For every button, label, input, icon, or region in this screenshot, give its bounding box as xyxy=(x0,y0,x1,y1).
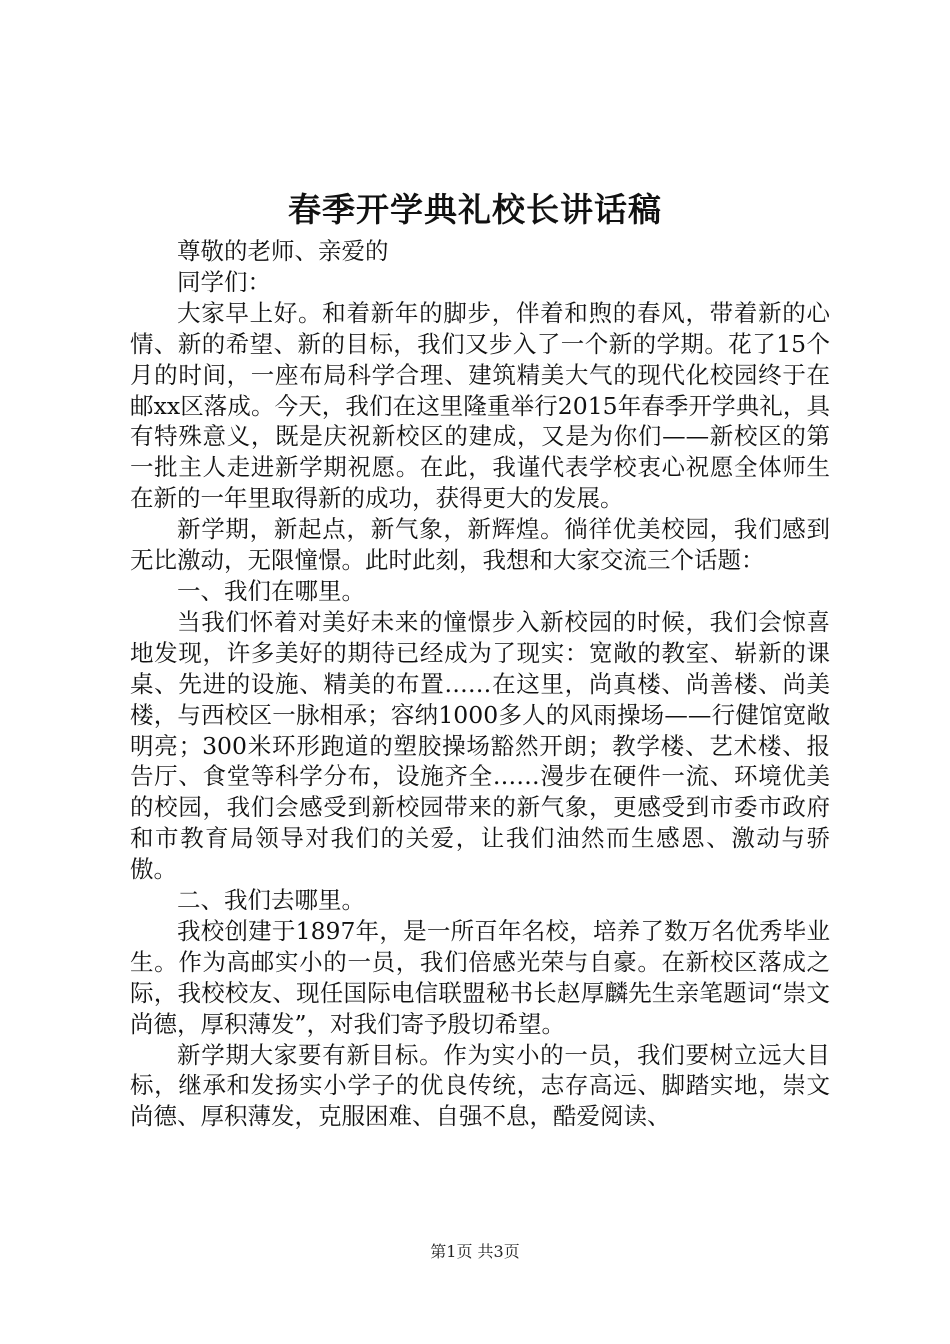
paragraph-new-goals: 新学期大家要有新目标。作为实小的一员，我们要树立远大目标，继承和发扬实小学子的优良传统，志存高远、脚踏实地，崇文尚德、厚积薄发，克服困难、自强不息，酷爱阅读、 xyxy=(130,1040,830,1131)
page-number-footer: 第1页 共3页 xyxy=(430,1242,520,1261)
paragraph-new-term: 新学期，新起点，新气象，新辉煌。徜徉优美校园，我们感到无比激动，无限憧憬。此时此刻，我想和大家交流三个话题： xyxy=(130,515,830,575)
paragraph-greeting: 大家早上好。和着新年的脚步，伴着和煦的春风，带着新的心情、新的希望、新的目标，我们又步入了一个新的学期。花了15个月的时间，一座布局科学合理、建筑精美大气的现代化校园终于在邮xx区落成。今天，我们在这里隆重举行2015年春季开学典礼，具有特殊意义，既是庆祝新校区的建成，又是为你们——新校区的第一批主人走进新学期祝愿。在此，我谨代表学校衷心祝愿全体师生在新的一年里取得新的成功，获得更大的发展。 xyxy=(130,298,830,513)
section-heading-2: 二、我们去哪里。 xyxy=(177,886,365,915)
document-body xyxy=(130,236,830,1132)
section-heading-1: 一、我们在哪里。 xyxy=(177,576,365,605)
document-title: 春季开学典礼校长讲话稿 xyxy=(288,190,662,229)
paragraph-school-history: 我校创建于1897年，是一所百年名校，培养了数万名优秀毕业生。作为高邮实小的一员，我们倍感光荣与自豪。在新校区落成之际，我校校友、现任国际电信联盟秘书长赵厚麟先生亲笔题词“崇文尚德，厚积薄发”，对我们寄予殷切希望。 xyxy=(130,916,830,1038)
paragraph-new-campus: 当我们怀着对美好未来的憧憬步入新校园的时候，我们会惊喜地发现，许多美好的期待已经成为了现实：宽敞的教室、崭新的课桌、先进的设施、精美的布置……在这里，尚真楼、尚善楼、尚美楼，与西校区一脉相承；容纳1000多人的风雨操场——行健馆宽敞明亮；300米环形跑道的塑胶操场豁然开朗；教学楼、艺术楼、报告厅、食堂等科学分布，设施齐全……漫步在硬件一流、环境优美的校园，我们会感受到新校园带来的新气象，更感受到市委市政府和市教育局领导对我们的关爱，让我们油然而生感恩、激动与骄傲。 xyxy=(130,607,830,884)
salutation-line-1: 尊敬的老师、亲爱的 xyxy=(177,237,389,265)
salutation-line-2: 同学们： xyxy=(177,267,271,296)
